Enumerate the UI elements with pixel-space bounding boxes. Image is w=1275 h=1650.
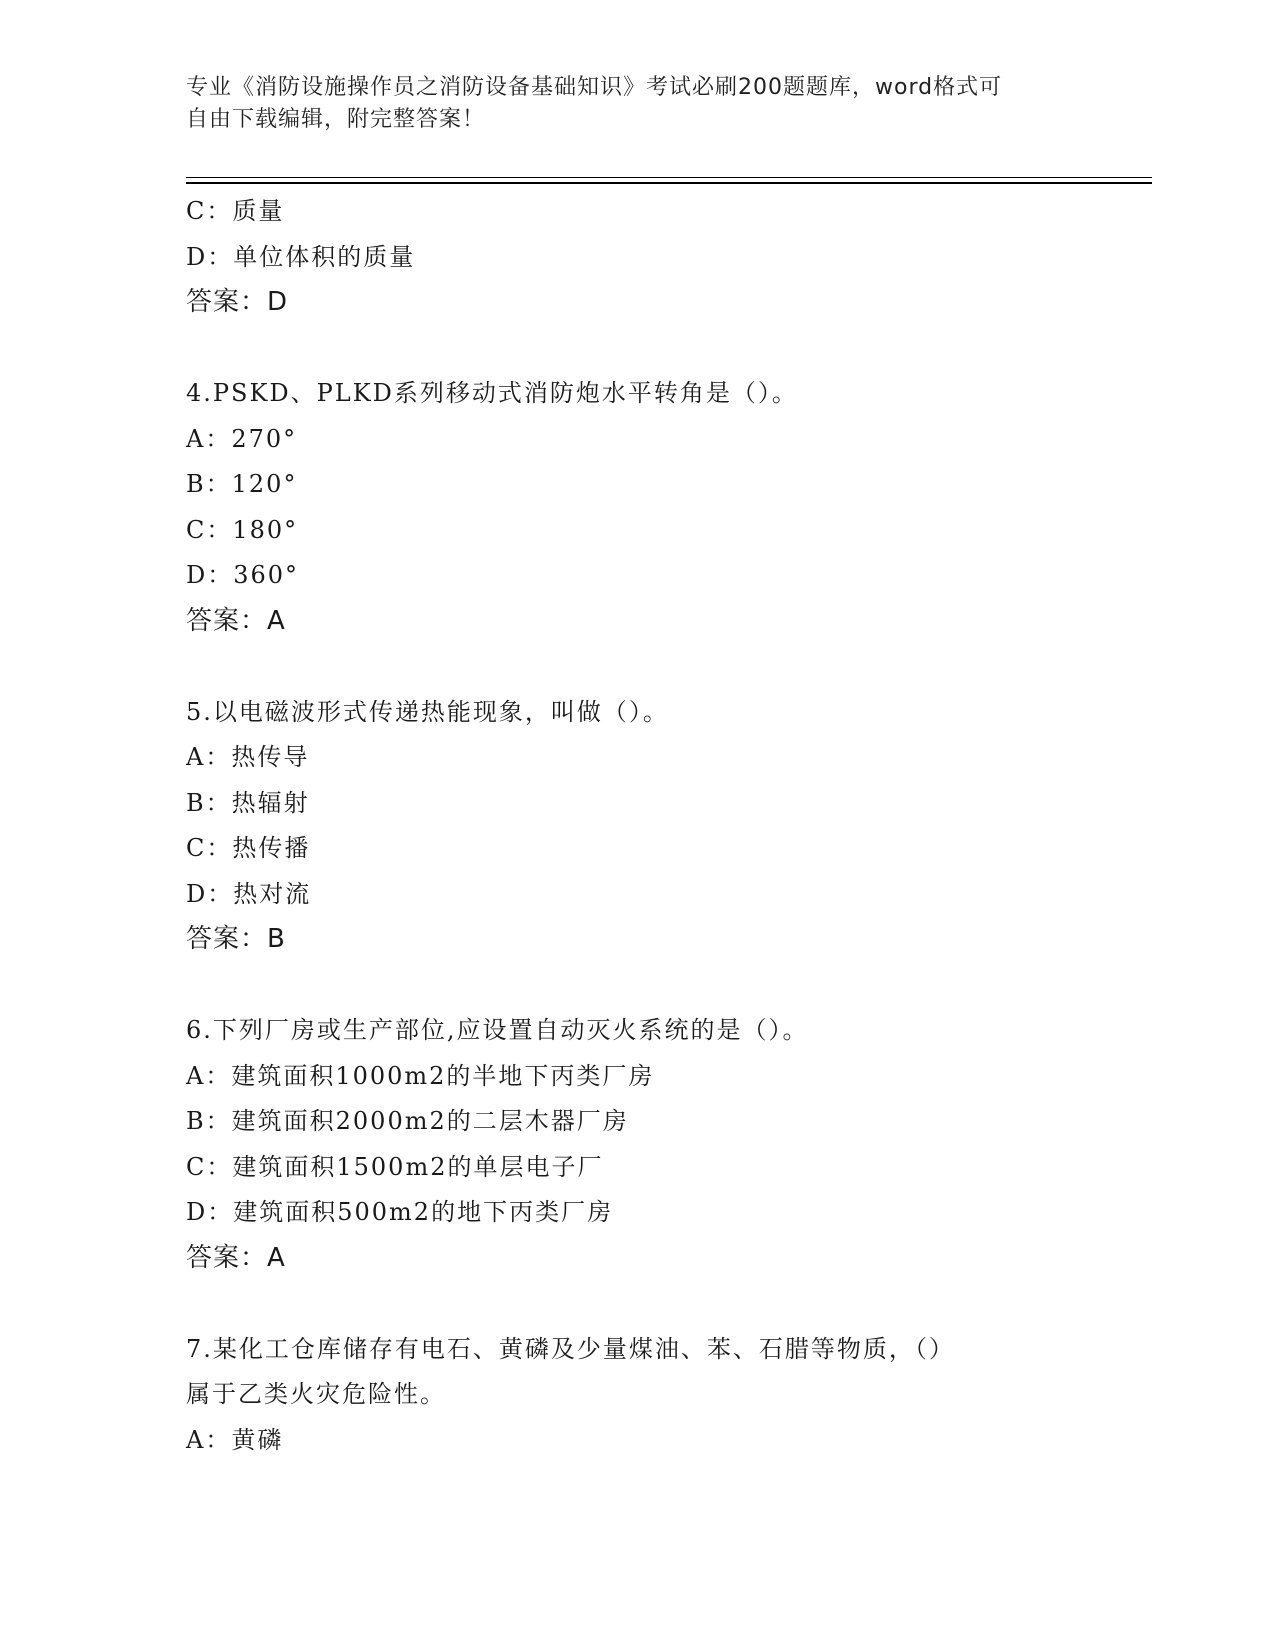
option-b: B：热辐射: [186, 788, 310, 817]
spacer: [186, 326, 1146, 372]
question-3-continued: [186, 189, 1146, 326]
header-line-1: 专业《消防设施操作员之消防设备基础知识》考试必刷200题题库，word格式可: [186, 75, 1003, 100]
question-4: [186, 371, 1146, 644]
option-c: C：建筑面积1500m2的单层电子厂: [186, 1152, 604, 1181]
question-stem: 7.某化工仓库储存有电石、黄磷及少量煤油、苯、石腊等物质，（）: [186, 1334, 955, 1363]
spacer: [186, 963, 1146, 1009]
question-stem-continued: 属于乙类火灾危险性。: [186, 1380, 446, 1408]
question-list: [186, 189, 1146, 1463]
option-a: A：270°: [186, 424, 298, 453]
answer-line: 答案：D: [186, 287, 289, 317]
option-c: C：质量: [186, 197, 285, 225]
header-divider-thick: [186, 182, 1152, 184]
option-b: B：120°: [186, 470, 298, 498]
option-a: A：建筑面积1000m2的半地下丙类厂房: [186, 1061, 655, 1090]
answer-line: 答案：A: [186, 605, 286, 636]
option-b: B：建筑面积2000m2的二层木器厂房: [186, 1107, 629, 1135]
option-d: D：建筑面积500m2的地下丙类厂房: [186, 1198, 614, 1226]
question-6: [186, 1008, 1146, 1281]
question-stem: 6.下列厂房或生产部位,应设置自动灭火系统的是（）。: [186, 1016, 809, 1044]
answer-line: 答案：B: [186, 924, 286, 954]
question-7: [186, 1327, 1146, 1464]
question-5: [186, 690, 1146, 963]
option-a: A：黄磷: [186, 1425, 284, 1454]
spacer: [186, 1281, 1146, 1327]
header-line-2: 自由下载编辑，附完整答案！: [186, 107, 486, 132]
document-header: [186, 72, 1066, 136]
option-c: C：热传播: [186, 834, 311, 862]
option-d: D：360°: [186, 561, 300, 589]
option-d: D：单位体积的质量: [186, 242, 416, 271]
answer-line: 答案：A: [186, 1242, 286, 1273]
question-stem: 5.以电磁波形式传递热能现象，叫做（）。: [186, 697, 669, 726]
option-c: C：180°: [186, 515, 299, 544]
header-divider-thin: [186, 177, 1152, 178]
option-a: A：热传导: [186, 743, 310, 771]
spacer: [186, 644, 1146, 690]
question-stem: 4.PSKD、PLKD系列移动式消防炮水平转角是（）。: [186, 379, 798, 407]
option-d: D：热对流: [186, 879, 312, 908]
